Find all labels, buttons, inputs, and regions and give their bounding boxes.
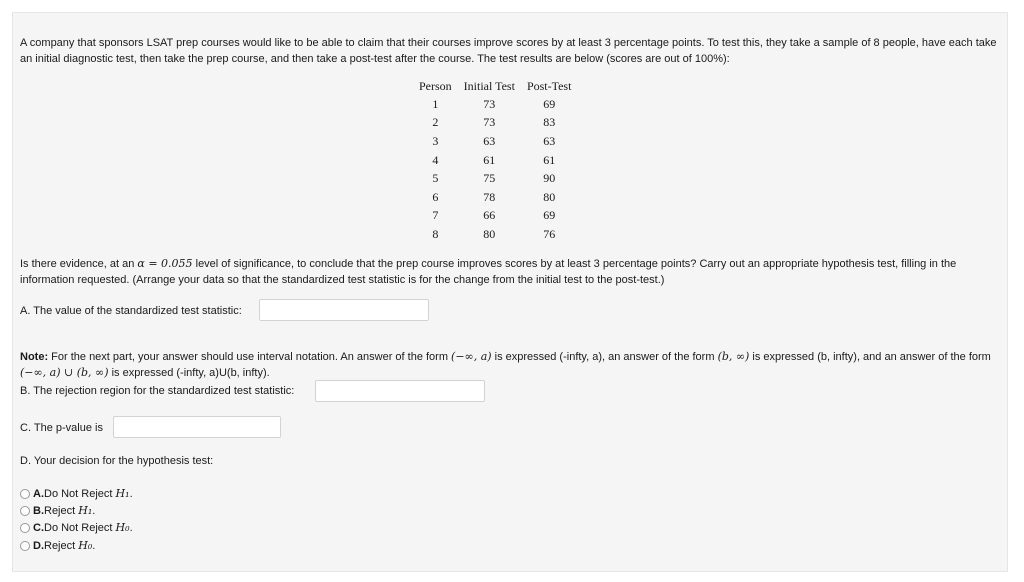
cell-post: 83	[543, 115, 556, 130]
question-card	[12, 12, 1008, 572]
note-bold: Note:	[20, 351, 49, 363]
option-math: H₀	[115, 521, 130, 534]
option-letter: B.	[33, 504, 44, 517]
part-b-label: B. The rejection region for the standardized test statistic:	[20, 385, 295, 397]
cell-person: 1	[432, 96, 439, 111]
note-math: (−∞, a)	[451, 350, 492, 363]
option-letter: A.	[33, 487, 44, 500]
cell-person: 8	[432, 226, 439, 241]
option-math: H₁	[78, 504, 93, 517]
note-part: is expressed (b, infty), and an answer of the form	[749, 351, 991, 363]
header-person: Person	[419, 78, 452, 93]
intro-text: A company that sponsors LSAT prep courses would like to be able to claim that their courses improve scores by at least 3 percentage points. To test this, they take a sample of 8 people, have each take an initial diagnostic test, then take the prep course, and then take a post-test after the course. The test results are below (scores are out of 100%):	[20, 37, 997, 65]
cell-post: 76	[543, 226, 556, 241]
cell-person: 7	[432, 208, 439, 223]
note-part: is expressed (-infty, a)U(b, infty).	[108, 367, 270, 379]
option-text: Do Not Reject	[44, 521, 113, 534]
table-row	[413, 95, 577, 114]
part-d-label: D. Your decision for the hypothesis test:	[20, 455, 214, 467]
note-math: (−∞, a) ∪ (b, ∞)	[20, 366, 109, 379]
option-letter: D.	[33, 539, 44, 552]
cell-initial: 75	[483, 171, 496, 186]
cell-initial: 78	[483, 189, 496, 204]
option-text: Reject	[44, 539, 76, 552]
note-math: (b, ∞)	[717, 350, 750, 363]
option-math: H₀	[78, 539, 93, 552]
option-text: Do Not Reject	[44, 487, 113, 500]
p-value-input[interactable]	[113, 416, 281, 438]
cell-initial: 73	[483, 115, 496, 130]
option-end: .	[92, 539, 96, 552]
option-end: .	[129, 521, 133, 534]
question-text	[20, 256, 1000, 288]
option-math: H₁	[115, 487, 130, 500]
radio-button[interactable]	[20, 506, 30, 516]
table-row	[413, 114, 577, 133]
cell-person: 2	[432, 115, 439, 130]
header-initial-test: Initial Test	[463, 78, 515, 93]
header-post-test: Post-Test	[526, 78, 572, 93]
option-text: Reject	[44, 504, 76, 517]
option-d[interactable]	[20, 539, 95, 552]
table-row	[413, 207, 577, 226]
table-row	[413, 151, 577, 170]
note-text	[20, 349, 1005, 381]
cell-initial: 63	[483, 133, 496, 148]
cell-post: 69	[543, 96, 556, 111]
option-c[interactable]	[20, 521, 133, 534]
cell-person: 6	[432, 189, 439, 204]
cell-post: 90	[543, 171, 556, 186]
radio-button[interactable]	[20, 541, 30, 551]
cell-post: 61	[543, 152, 556, 167]
cell-person: 3	[432, 133, 439, 148]
cell-post: 63	[543, 133, 556, 148]
note-part: For the next part, your answer should use interval notation. An answer of the form	[48, 351, 452, 363]
part-c-label: C. The p-value is	[20, 422, 103, 434]
question-suffix: level of significance, to conclude that the prep course improves scores by at least 3 percentage points? Carry out an appropriate hypothesis test, filling in the information requested. (Arrange your data so that the standardized test statistic is for the change from the initial test to the post-test.)	[20, 258, 957, 286]
cell-post: 80	[543, 189, 556, 204]
option-a[interactable]	[20, 487, 133, 500]
cell-person: 4	[432, 152, 439, 167]
question-prefix: Is there evidence, at an	[20, 258, 138, 270]
option-end: .	[129, 487, 133, 500]
cell-initial: 80	[483, 226, 496, 241]
cell-initial: 66	[483, 208, 496, 223]
cell-person: 5	[432, 171, 439, 186]
radio-button[interactable]	[20, 523, 30, 533]
scores-table	[413, 77, 577, 244]
rejection-region-input[interactable]	[315, 380, 485, 402]
option-end: .	[92, 504, 96, 517]
test-statistic-input[interactable]	[259, 299, 429, 321]
table-row	[413, 188, 577, 207]
alpha-value: α = 0.055	[137, 257, 193, 270]
option-letter: C.	[33, 521, 44, 534]
table-header-row	[413, 77, 577, 95]
table-row	[413, 169, 577, 188]
radio-button[interactable]	[20, 489, 30, 499]
part-a-label: A. The value of the standardized test statistic:	[20, 305, 242, 317]
table-row	[413, 225, 577, 244]
cell-initial: 61	[483, 152, 496, 167]
note-part: is expressed (-infty, a), an answer of the form	[491, 351, 718, 363]
cell-post: 69	[543, 208, 556, 223]
option-b[interactable]	[20, 504, 95, 517]
cell-initial: 73	[483, 96, 496, 111]
table-row	[413, 132, 577, 151]
